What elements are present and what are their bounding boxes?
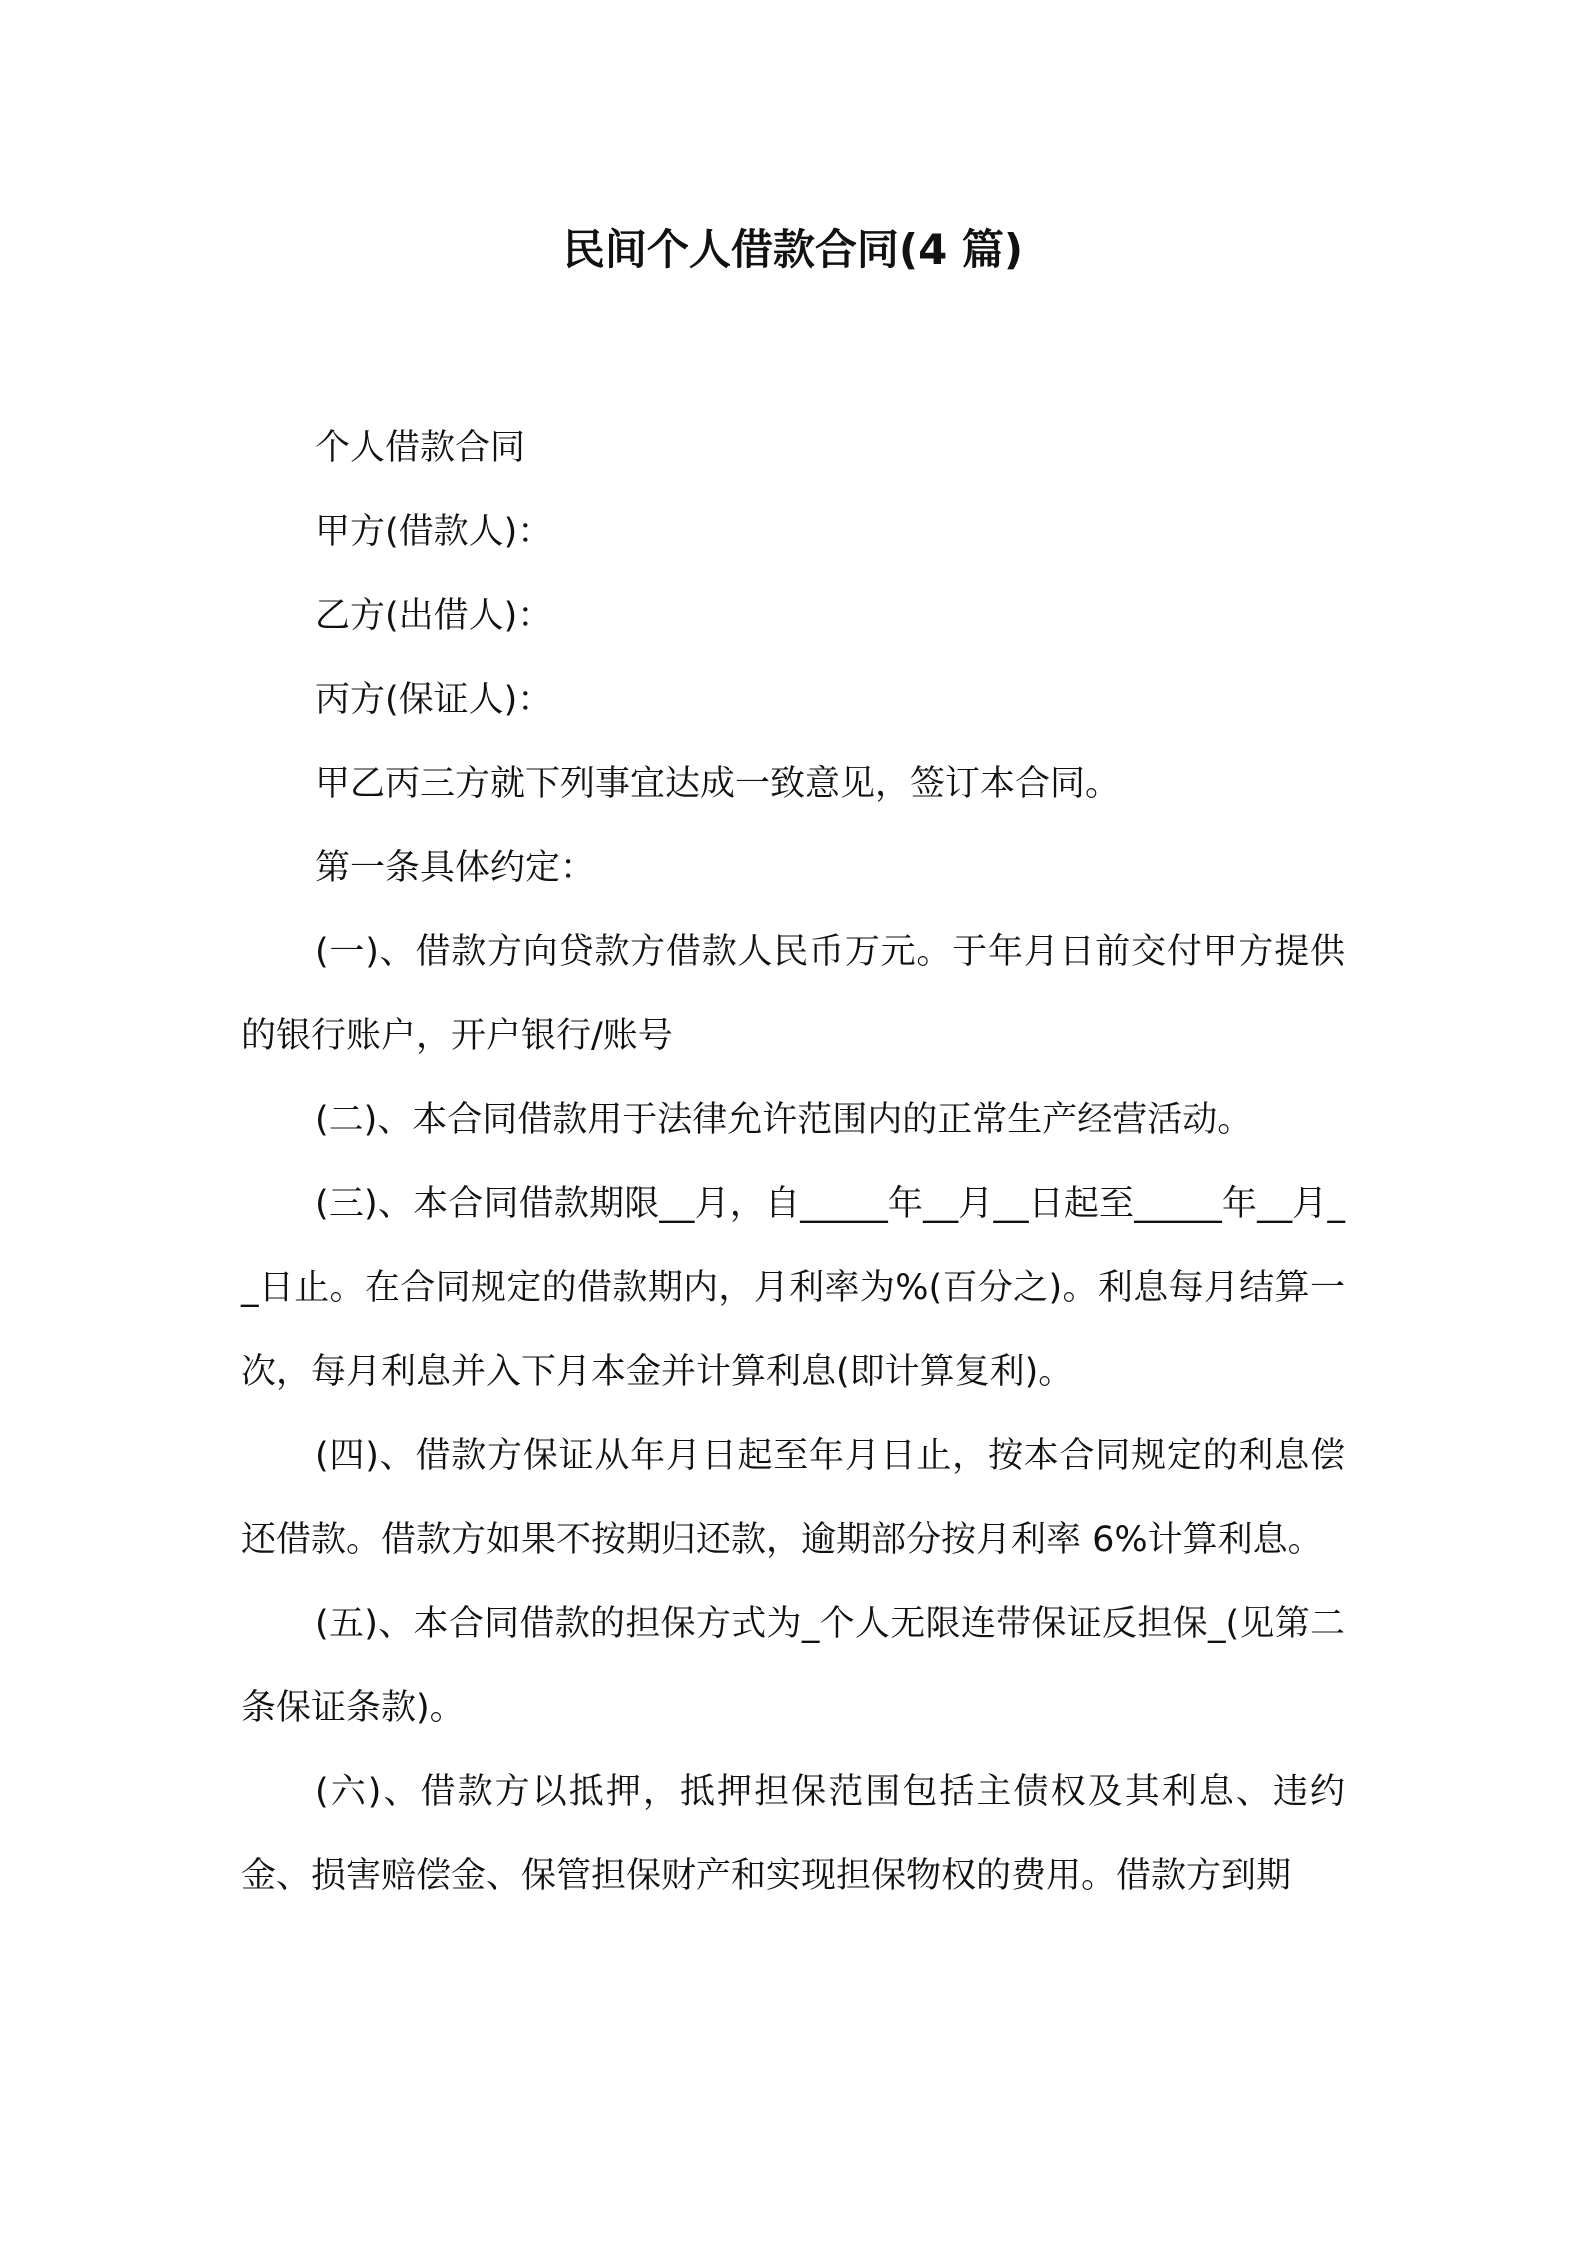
paragraph-clause-3: (三)、本合同借款期限__月，自_____年__月__日起至_____年__月__日止。在合同规定的借款期内，月利率为%(百分之)。利息每月结算一次，每月利息并入下月本金并计算利息(即计算复利)。 bbox=[241, 1184, 1345, 1392]
document-body bbox=[241, 406, 1345, 1918]
paragraph-party-a: 甲方(借款人)： bbox=[315, 512, 553, 552]
document-title: 民间个人借款合同(4 篇) bbox=[562, 225, 1024, 274]
paragraph-agreement-intro: 甲乙丙三方就下列事宜达成一致意见，签订本合同。 bbox=[315, 764, 1121, 804]
paragraph-party-b: 乙方(出借人)： bbox=[315, 596, 553, 636]
paragraph-clause-5: (五)、本合同借款的担保方式为_个人无限连带保证反担保_(见第二条保证条款)。 bbox=[241, 1604, 1345, 1728]
paragraph-clause-4: (四)、借款方保证从年月日起至年月日止，按本合同规定的利息偿还借款。借款方如果不按期归还款，逾期部分按月利率 6%计算利息。 bbox=[241, 1436, 1345, 1560]
paragraph-contract-heading: 个人借款合同 bbox=[315, 428, 526, 468]
paragraph-article-one: 第一条具体约定： bbox=[315, 848, 596, 888]
paragraph-clause-6: (六)、借款方以抵押，抵押担保范围包括主债权及其利息、违约金、损害赔偿金、保管担保财产和实现担保物权的费用。借款方到期 bbox=[241, 1772, 1345, 1896]
paragraph-clause-1: (一)、借款方向贷款方借款人民币万元。于年月日前交付甲方提供的银行账户，开户银行/账号 bbox=[241, 932, 1345, 1056]
paragraph-clause-2: (二)、本合同借款用于法律允许范围内的正常生产经营活动。 bbox=[315, 1100, 1253, 1140]
paragraph-party-c: 丙方(保证人)： bbox=[315, 680, 553, 720]
